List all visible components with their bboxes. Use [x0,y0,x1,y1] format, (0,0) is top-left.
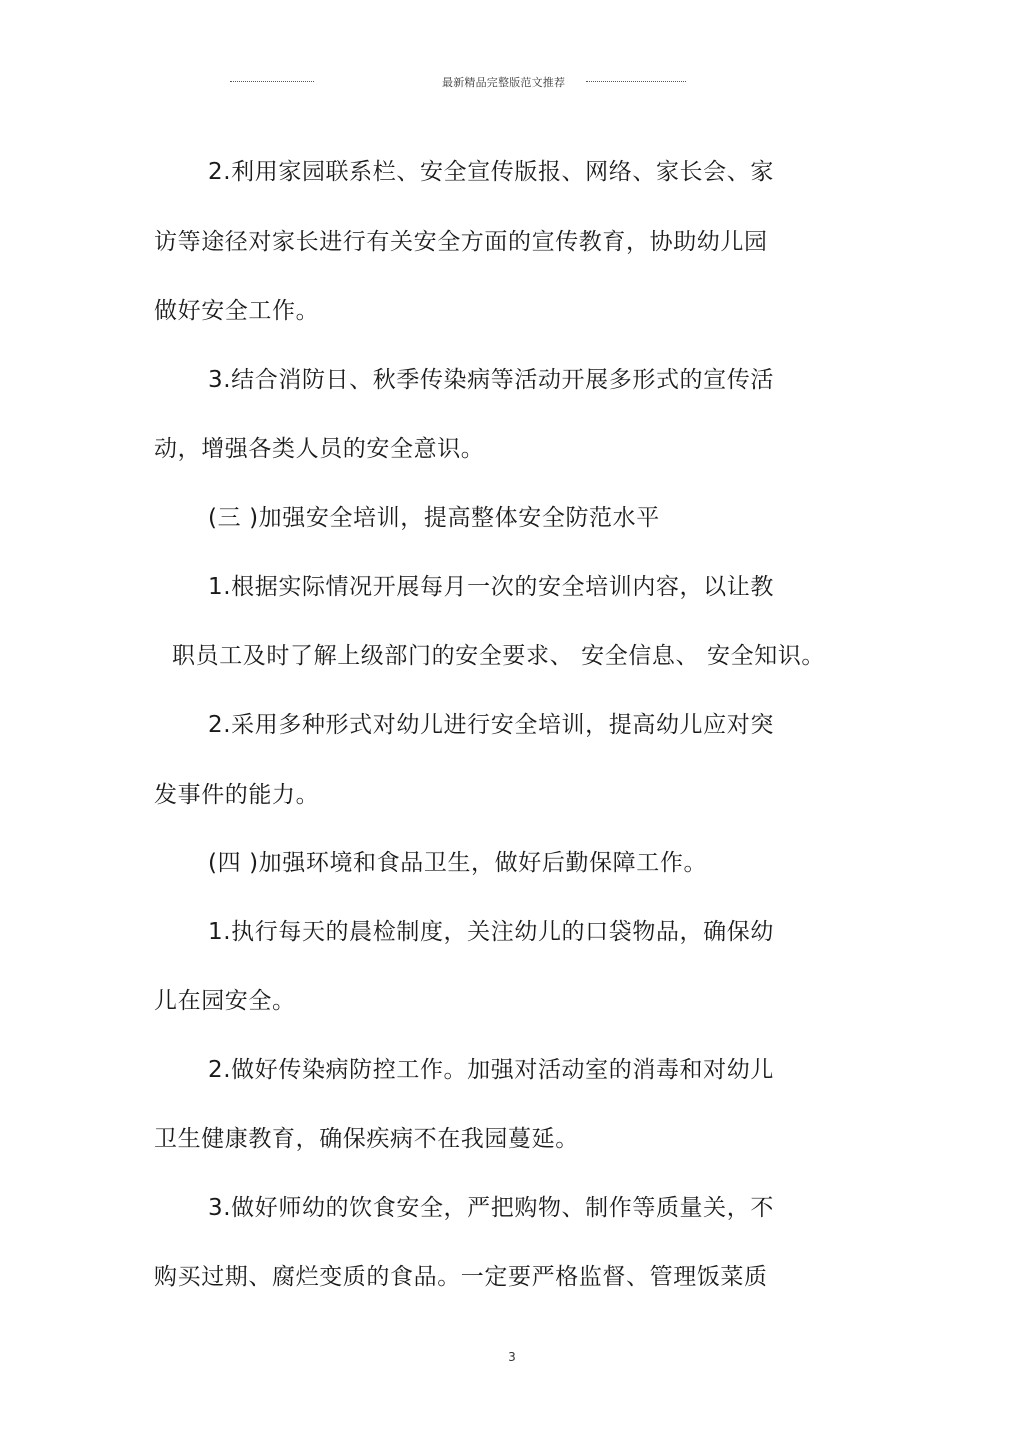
paragraph-line: 卫生健康教育，确保疾病不在我园蔓延。 [154,1126,579,1152]
paragraph-line: 动，增强各类人员的安全意识。 [154,436,485,462]
paragraph-line: 2.采用多种形式对幼儿进行安全培训，提高幼儿应对突 [208,712,774,738]
paragraph-line: 儿在园安全。 [154,988,296,1014]
header-dotted-rule-right [586,81,686,82]
paragraph-line: 3.结合消防日、秋季传染病等活动开展多形式的宣传活 [208,367,774,393]
paragraph-line: 发事件的能力。 [154,782,320,808]
paragraph-line: 职员工及时了解上级部门的安全要求、 安全信息、 安全知识。 [172,643,826,669]
paragraph-line: 1.执行每天的晨检制度，关注幼儿的口袋物品，确保幼 [208,919,774,945]
paragraph-line: 1.根据实际情况开展每月一次的安全培训内容，以让教 [208,574,774,600]
paragraph-line: 2.利用家园联系栏、安全宣传版报、网络、家长会、家 [208,159,774,185]
section-heading: (四 )加强环境和食品卫生，做好后勤保障工作。 [208,850,708,876]
section-heading: (三 )加强安全培训，提高整体安全防范水平 [208,505,660,531]
page-header [230,72,686,90]
page-number: 3 [508,1350,516,1364]
header-dotted-rule-left [230,81,314,82]
paragraph-line: 2.做好传染病防控工作。加强对活动室的消毒和对幼儿 [208,1057,774,1083]
paragraph-line: 访等途径对家长进行有关安全方面的宣传教育，协助幼儿园 [154,229,768,255]
header-title: 最新精品完整版范文推荐 [442,76,566,89]
paragraph-line: 做好安全工作。 [154,298,320,324]
paragraph-line: 3.做好师幼的饮食安全，严把购物、制作等质量关，不 [208,1195,774,1221]
paragraph-line: 购买过期、腐烂变质的食品。一定要严格监督、管理饭菜质 [154,1264,768,1290]
